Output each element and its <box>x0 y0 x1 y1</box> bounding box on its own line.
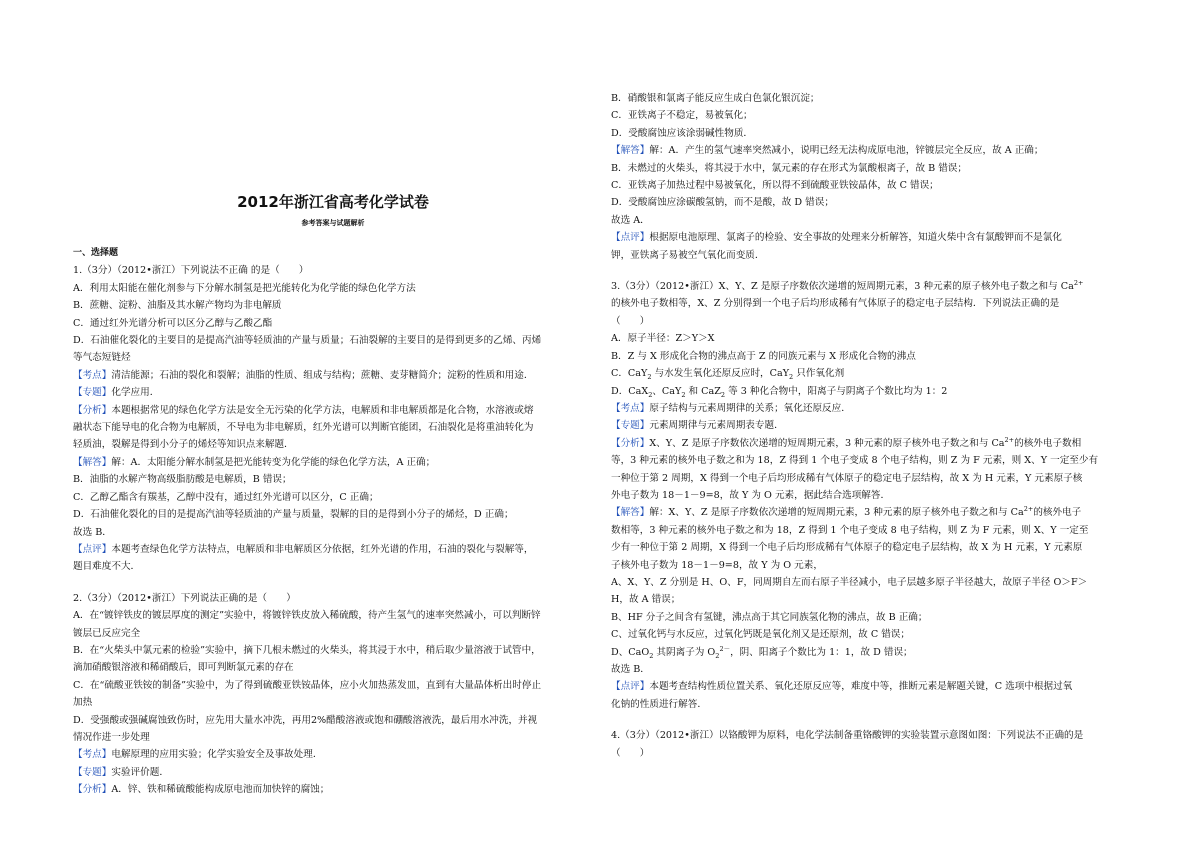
q3-dianping <box>611 678 1137 695</box>
doc-subtitle: 参考答案与试题解析 <box>301 219 365 227</box>
subscript: 2 <box>715 651 720 660</box>
q2-fenxi-d: D．受酸腐蚀应该涂弱碱性物质． <box>611 127 754 139</box>
subscript: 2 <box>789 373 794 381</box>
q1-option-c: C．通过红外光谱分析可以区分乙醇与乙酸乙酯 <box>73 317 273 329</box>
text: 与水发生氧化还原反应时，CaY <box>651 368 790 380</box>
left-column <box>73 245 593 799</box>
jieda-tag: 【解答】 <box>73 456 112 468</box>
zhuanti-text: 实验评价题． <box>111 766 169 778</box>
subscript: 2 <box>648 390 653 399</box>
q3-jieda-line: 子核外电子数为 18－1－9=8，故 Y 为 O 元素， <box>611 559 823 571</box>
q3-fenxi <box>611 435 1137 452</box>
dianping-tag: 【点评】 <box>73 543 112 555</box>
q3-fenxi-line: 等，3 种元素的核外电子数之和为 18，Z 得到 1 个电子变成 8 个电子结构，则 Z 为 F 元素，则 X、Y 一定至少有 <box>611 455 1099 467</box>
text: D．CaX <box>611 385 649 397</box>
q3-fenxi-line: 外电子数为 18－1－9=8，故 Y 为 O 元素，据此结合选项解答． <box>611 489 891 501</box>
fenxi-tag: 【分析】 <box>73 784 112 796</box>
section-heading: 一、选择题 <box>73 248 119 258</box>
q2-option-a-cont: 镀层已反应完全 <box>73 627 141 639</box>
q1-dianping <box>73 541 593 558</box>
subscript: 2 <box>720 390 726 399</box>
q2-kaodian <box>73 746 593 763</box>
zhuanti-text: 化学应用． <box>111 387 160 399</box>
q1-fenxi <box>73 402 593 419</box>
q1-zhuanti <box>73 384 593 401</box>
superscript: 2+ <box>1004 435 1015 444</box>
q2-jieda <box>611 142 1137 159</box>
q2-option-b-cont: 滴加硝酸银溶液和稀硝酸后，即可判断氯元素的存在 <box>73 662 294 674</box>
superscript: 2－ <box>719 644 731 653</box>
text: ，阴、阳离子个数比为 1：1，故 D 错误； <box>730 646 913 658</box>
zhuanti-text: 元素周期律与元素周期表专题． <box>649 420 784 432</box>
text: C．CaY <box>611 368 648 380</box>
dianping-text: 本题考查结构性质位置关系、氧化还原反应等，难度中等，推断元素是解题关键，C 选项中根据过氧 <box>649 681 1073 693</box>
q3-jieda-d <box>611 644 1137 661</box>
q2-option-d-cont: 情况作进一步处理 <box>73 731 150 743</box>
text: 和 CaZ <box>685 385 721 397</box>
jieda-tag: 【解答】 <box>611 507 650 519</box>
q4-stem: 4.（3分）（2012•浙江）以铬酸钾为原料，电化学法制备重铬酸钾的实验装置示意图如图：下列说法不正确的是 <box>611 730 1084 742</box>
kaodian-tag: 【考点】 <box>73 749 112 761</box>
jieda-text-end: 的核外电子 <box>1033 507 1082 519</box>
superscript: 2+ <box>1073 278 1084 287</box>
right-column <box>611 90 1137 762</box>
q3-option-c <box>611 365 1137 382</box>
fenxi-text: 本题根据常见的绿色化学方法是安全无污染的化学方法，电解质和非电解质都是化合物，水溶液或熔 <box>111 404 534 416</box>
zhuanti-tag: 【专题】 <box>611 420 650 432</box>
q3-stem <box>611 278 1137 295</box>
q2-dianping-line: 钾，亚铁离子易被空气氧化而变质． <box>611 249 765 261</box>
fenxi-tag: 【分析】 <box>611 437 650 449</box>
q2-jieda-line: D．受酸腐蚀应涂碳酸氢钠，而不是酸，故 D 错误； <box>611 197 834 209</box>
q4-stem-paren: （ ） <box>611 747 650 759</box>
q3-zhuanti <box>611 417 1137 434</box>
q1-jieda-line: D．石油催化裂化的目的是提高汽油等轻质油的产量与质量，裂解的目的是得到小分子的烯烃，D 正确； <box>73 509 514 521</box>
zhuanti-tag: 【专题】 <box>73 766 112 778</box>
fenxi-text: X、Y、Z 是原子序数依次递增的短周期元素，3 种元素的原子核外电子数之和与 Ca <box>649 437 1005 449</box>
q2-option-c: C．在“硫酸亚铁铵的制备”实验中，为了得到硫酸亚铁铵晶体，应小火加热蒸发皿，直到有大量晶体析出时停止 <box>73 679 542 691</box>
text: D、CaO <box>611 646 650 658</box>
q3-option-d <box>611 383 1137 400</box>
dianping-text: 本题考查绿色化学方法特点，电解质和非电解质区分依据，红外光谱的作用，石油的裂化与裂解等， <box>111 543 534 555</box>
kaodian-text: 电解原理的应用实验；化学实验安全及事故处理． <box>111 749 323 761</box>
q2-option-c-cont: 加热 <box>73 697 93 709</box>
q3-kaodian <box>611 400 1137 417</box>
jieda-text: 解：X、Y、Z 是原子序数依次递增的短周期元素，3 种元素的原子核外电子数之和与 Ca <box>649 507 1024 519</box>
jieda-tag: 【解答】 <box>611 145 650 157</box>
q1-option-a: A．利用太阳能在催化剂参与下分解水制氢是把光能转化为化学能的绿色化学方法 <box>73 282 416 294</box>
fenxi-text: A．锌、铁和稀硫酸能构成原电池而加快锌的腐蚀； <box>111 784 330 796</box>
q1-jieda-line: C．乙醇乙酯含有羰基，乙醇中没有，通过红外光谱可以区分，C 正确； <box>73 491 379 503</box>
q3-jieda-line: H，故 A 错误； <box>611 594 681 606</box>
text: 、CaY <box>652 385 682 397</box>
q3-jieda-line: 数相等，3 种元素的核外电子数之和为 18，Z 得到 1 个电子变成 8 电子结构，则 Z 为 F 元素，则 X、Y 一定至 <box>611 524 1089 536</box>
q3-stem-text: 3.（3分）（2012•浙江）X、Y、Z 是原子序数依次递增的短周期元素，3 种元素的原子核外电子数之和与 Ca <box>611 281 1074 293</box>
q1-kaodian <box>73 367 593 384</box>
kaodian-tag: 【考点】 <box>611 402 650 414</box>
q1-option-d: D．石油催化裂化的主要目的是提高汽油等轻质油的产量与质量；石油裂解的主要目的是得到更多的乙烯、丙烯 <box>73 335 542 347</box>
q1-fenxi-line: 轻质油，裂解是得到小分子的烯烃等知识点来解题． <box>73 439 294 451</box>
q1-jieda-line: B．油脂的水解产物高级脂肪酸是电解质，B 错误； <box>73 474 292 486</box>
q1-fenxi-line: 融状态下能导电的化合物为电解质，不导电为非电解质，红外光谱可以判断官能团，石油裂化是将重油转化为 <box>73 422 534 434</box>
q1-option-b: B．蔗糖、淀粉、油脂及其水解产物均为非电解质 <box>73 300 282 312</box>
fenxi-tag: 【分析】 <box>73 404 112 416</box>
q2-option-a: A．在“镀锌铁皮的镀层厚度的测定”实验中，将镀锌铁皮放入稀硫酸，待产生氢气的速率突然减小，可以判断锌 <box>73 610 541 622</box>
q2-fenxi-c: C．亚铁离子不稳定，易被氧化； <box>611 110 753 122</box>
q3-answer: 故选 B． <box>611 664 650 675</box>
q3-dianping-line: 化钠的性质进行解答． <box>611 698 707 710</box>
q1-option-d-cont: 等气态短链烃 <box>73 352 131 364</box>
q2-stem: 2.（3分）（2012•浙江）下列说法正确的是（ ） <box>73 592 296 604</box>
dianping-tag: 【点评】 <box>611 232 650 244</box>
q3-option-b: B．Z 与 X 形成化合物的沸点高于 Z 的同族元素与 X 形成化合物的沸点 <box>611 350 916 362</box>
q2-option-d: D．受强酸或强碱腐蚀致伤时，应先用大量水冲洗，再用2%醋酸溶液或饱和硼酸溶液洗，最后用水冲洗，并视 <box>73 714 538 726</box>
q2-dianping <box>611 229 1137 246</box>
kaodian-tag: 【考点】 <box>73 369 112 381</box>
superscript: 2+ <box>1023 505 1034 514</box>
q2-zhuanti <box>73 764 593 781</box>
q3-fenxi-line: 一种位于第 2 周期，X 得到一个电子后均形成稀有气体原子的稳定电子层结构，故 X 为 H 元素，Y 元素原子核 <box>611 472 1083 484</box>
kaodian-text: 原子结构与元素周期律的关系；氧化还原反应． <box>649 402 851 414</box>
q3-option-a: A．原子半径：Z＞Y＞X <box>611 333 715 345</box>
q3-jieda-line: B、HF 分子之间含有氢键，沸点高于其它同族氢化物的沸点，故 B 正确； <box>611 611 928 623</box>
q3-stem-paren: （ ） <box>611 315 650 327</box>
q3-jieda-line: 少有一种位于第 2 周期，X 得到一个电子后均形成稀有气体原子的稳定电子层结构，故 X 为 H 元素，Y 元素原 <box>611 542 1083 554</box>
text: 其阴离子为 O <box>653 646 716 658</box>
q2-fenxi <box>73 781 593 798</box>
subscript: 2 <box>681 390 686 399</box>
q1-jieda <box>73 454 593 471</box>
q1-dianping-line: 题目难度不大． <box>73 561 141 573</box>
q3-stem-cont: 的核外电子数相等，X、Z 分别得到一个电子后均形成稀有气体原子的稳定电子层结构．下列说法正确的是 <box>611 298 1060 310</box>
dianping-text: 根据原电池原理、氯离子的检验、安全事故的处理来分析解答，知道火柴中含有氯酸钾而不是氯化 <box>649 232 1062 244</box>
text: 等 3 种化合物中，阳离子与阴离子个数比均为 1：2 <box>725 385 948 397</box>
q3-jieda-line: A、X、Y、Z 分别是 H、O、F，同周期自左而右原子半径减小，电子层越多原子半径越大，故原子半径 O＞F＞ <box>611 576 1088 588</box>
q3-jieda <box>611 504 1137 521</box>
q1-stem: 1.（3分）（2012•浙江）下列说法不正确 的是（ ） <box>73 265 309 277</box>
doc-title: 2012年浙江省高考化学试卷 <box>237 193 429 211</box>
kaodian-text: 清洁能源；石油的裂化和裂解；油脂的性质、组成与结构；蔗糖、麦芽糖简介；淀粉的性质和用途． <box>111 369 534 381</box>
q2-jieda-line: C．亚铁离子加热过程中易被氧化，所以得不到硫酸亚铁铵晶体，故 C 错误； <box>611 180 939 192</box>
jieda-text: 解：A．太阳能分解水制氢是把光能转变为化学能的绿色化学方法，A 正确； <box>111 456 436 468</box>
subscript: 2 <box>647 373 652 381</box>
zhuanti-tag: 【专题】 <box>73 387 112 399</box>
q1-answer: 故选 B． <box>73 526 112 538</box>
q2-option-b: B．在“火柴头中氯元素的检验”实验中，摘下几根未燃过的火柴头，将其浸于水中，稍后取少量溶液于试管中， <box>73 644 541 656</box>
q2-answer: 故选 A． <box>611 214 650 226</box>
dianping-tag: 【点评】 <box>611 681 650 693</box>
q2-fenxi-b: B．硝酸银和氯离子能反应生成白色氯化银沉淀； <box>611 93 820 104</box>
fenxi-text-end: 的核外电子数相 <box>1014 437 1082 449</box>
q3-jieda-line: C、过氧化钙与水反应，过氧化钙既是氧化剂又是还原剂，故 C 错误； <box>611 629 910 641</box>
q2-jieda-line: B．未燃过的火柴头，将其浸于水中，氯元素的存在形式为氯酸根离子，故 B 错误； <box>611 162 967 174</box>
subscript: 2 <box>649 651 654 660</box>
jieda-text: 解：A．产生的氢气速率突然减小，说明已经无法构成原电池，锌镀层完全反应，故 A 正确； <box>649 145 1044 157</box>
text: 只作氧化剂 <box>793 368 845 380</box>
